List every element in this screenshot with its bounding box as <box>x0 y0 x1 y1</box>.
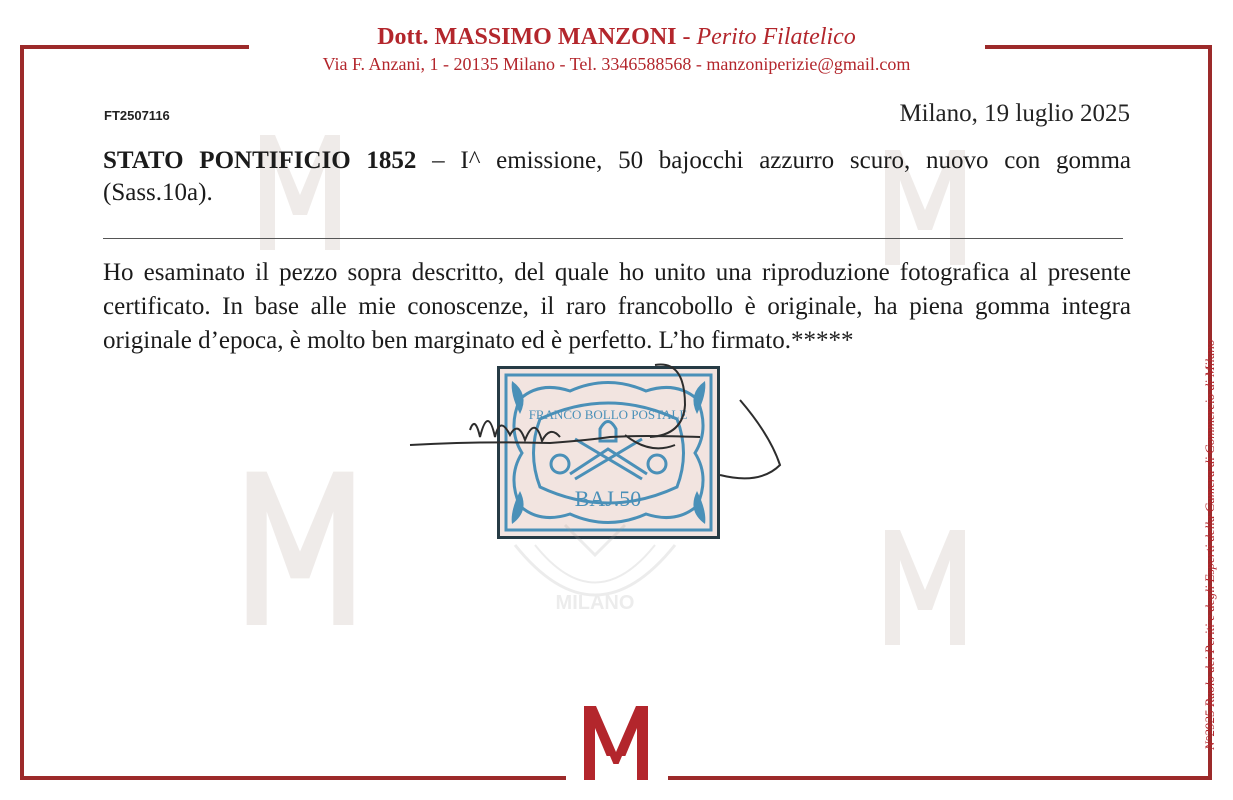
header-separator: - <box>676 24 697 50</box>
registration-note: N°2925 Ruolo dei Periti e degli Esperti della Camera di Commercio di Milano <box>1202 339 1217 750</box>
expert-header <box>0 24 1233 51</box>
seal-text: MILANO <box>555 592 635 614</box>
signature-icon <box>400 345 820 495</box>
stamp-description <box>103 145 1131 209</box>
mm-watermark-icon <box>880 520 970 650</box>
mm-monogram-logo-icon <box>580 700 652 785</box>
mm-watermark-icon <box>240 450 360 640</box>
expert-role: Perito Filatelico <box>696 24 856 50</box>
expert-name: Dott. MASSIMO MANZONI <box>377 24 677 50</box>
stamp-value-text: BAJ.50 <box>574 486 642 511</box>
milano-seal-icon <box>495 505 695 645</box>
stamp-title: STATO PONTIFICIO 1852 <box>103 147 417 174</box>
certificate-body: Ho esaminato il pezzo sopra descritto, del quale ho unito una riproduzione fotografica al presente certificato. In base alle mie conoscenze, il raro francobollo è originale, ha piena gomma integra originale d’epoca, è molto ben marginato ed è perfetto. L’ho firmato.***** <box>103 259 1131 354</box>
place-date: Milano, 19 luglio 2025 <box>899 100 1130 127</box>
stamp-top-text: FRANCO BOLLO POSTALE <box>528 407 688 422</box>
frame-left <box>20 45 24 780</box>
certificate-code: FT2507116 <box>104 108 170 123</box>
frame-bottom-right <box>668 776 1212 780</box>
frame-bottom-left <box>20 776 566 780</box>
stamp-details: – I^ emissione, 50 bajocchi azzurro scuro, nuovo con gomma (Sass.10a). <box>103 147 1131 206</box>
divider <box>103 238 1123 239</box>
expert-address: Via F. Anzani, 1 - 20135 Milano - Tel. 3346588568 - manzoniperizie@gmail.com <box>322 54 911 74</box>
